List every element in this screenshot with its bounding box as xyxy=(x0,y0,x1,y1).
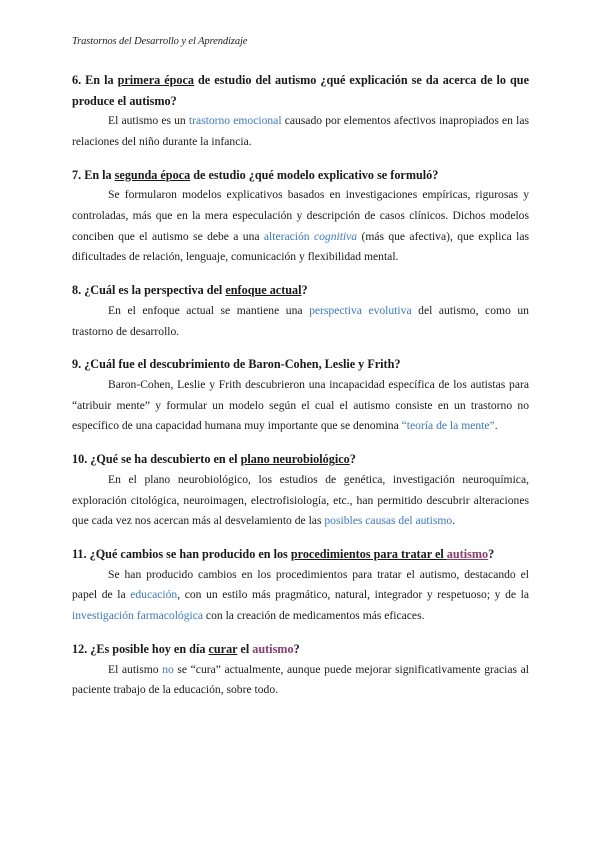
question-12 xyxy=(72,639,529,660)
answer-7-highlight-italic: cognitiva xyxy=(313,229,358,243)
question-11 xyxy=(72,544,529,565)
answer-10 xyxy=(72,470,529,532)
answer-11-text-mid: , con un estilo más pragmático, natural, integrador y respetuoso; y de la xyxy=(177,588,529,602)
question-7 xyxy=(72,165,529,186)
answer-8 xyxy=(72,301,529,343)
answer-8-text-end: del autismo, como un trastorno de desarrollo. xyxy=(72,303,529,338)
question-12-post: ? xyxy=(293,642,300,657)
question-7-underlined: segunda época xyxy=(114,167,191,182)
question-10-post: ? xyxy=(349,452,356,467)
question-12-keyword: autismo xyxy=(252,642,294,657)
answer-6 xyxy=(72,111,529,153)
answer-11-text-end: con la creación de medicamentos más eficaces. xyxy=(203,609,425,623)
answer-10-text-end: . xyxy=(452,514,456,528)
answer-7-text-end: (más que afectiva), que explica las dificultades de relación, lenguaje, comunicación y flexibilidad mental. xyxy=(72,229,530,264)
question-11-post: ? xyxy=(488,547,495,562)
answer-7-text: Se formularon modelos explicativos basados en investigaciones empíricas, rigurosas y controladas, más que en la mera especulación y descripción de casos clínicos. Dichos modelos conciben que el autismo se debe a una xyxy=(72,188,529,243)
answer-10-text: En el plano neurobiológico, los estudios de genética, investigación neuroquímica, exploración citológica, neuroimagen, electrofisiología, etc., han permitido descubrir alteraciones que cada vez nos acercan más al desvelamiento de las xyxy=(72,472,529,528)
answer-9 xyxy=(72,375,529,437)
running-header: Trastornos del Desarrollo y el Aprendizaje xyxy=(72,36,248,47)
question-10-underlined: plano neurobiológico xyxy=(240,452,350,467)
question-10-section xyxy=(72,449,529,532)
question-12-underlined: curar xyxy=(208,642,238,657)
answer-9-highlight: “teoría de la mente” xyxy=(401,419,495,433)
question-8-underlined: enfoque actual xyxy=(225,283,302,298)
answer-6-highlight: trastorno emocional xyxy=(188,114,282,127)
question-11-underlined: procedimientos para tratar el xyxy=(290,547,447,562)
question-12-pre: 12. ¿Es posible hoy en día xyxy=(72,642,209,657)
question-8 xyxy=(72,280,529,301)
question-7-pre: 7. En la xyxy=(72,167,115,182)
answer-11-highlight-education: educación xyxy=(130,588,178,602)
question-7-section xyxy=(72,165,529,269)
question-8-section xyxy=(72,280,529,342)
question-6-section xyxy=(72,70,529,153)
answer-9-text: Baron-Cohen, Leslie y Frith descubrieron una incapacidad específica de los autistas para “atribuir mente” y formular un modelo según el cual el autismo consiste en un trastorno no específico de una capacidad humana muy importante que se denomina xyxy=(72,377,529,433)
answer-8-highlight: perspectiva evolutiva xyxy=(309,303,412,317)
answer-12-text: El autismo xyxy=(108,662,163,676)
question-8-post: ? xyxy=(301,283,308,298)
question-11-keyword: autismo xyxy=(446,547,489,562)
answer-8-text: En el enfoque actual se mantiene una xyxy=(108,303,310,317)
question-8-pre: 8. ¿Cuál es la perspectiva del xyxy=(72,283,226,298)
answer-12-highlight: no xyxy=(162,662,174,676)
question-9-section xyxy=(72,354,529,437)
question-6-underlined: primera época xyxy=(117,73,194,87)
answer-7 xyxy=(72,185,529,268)
answer-6-text-end: causado por elementos afectivos inapropiados en las relaciones del niño durante la infancia. xyxy=(72,114,529,148)
question-12-mid: el xyxy=(237,642,253,657)
answer-9-text-end: . xyxy=(494,419,498,433)
question-12-section xyxy=(72,639,529,701)
answer-7-highlight: alteración xyxy=(263,229,314,243)
answer-11-highlight-pharma: investigación farmacológica xyxy=(72,609,204,623)
document-body xyxy=(72,70,529,713)
question-11-pre: 11. ¿Qué cambios se han producido en los xyxy=(72,547,291,562)
answer-12-text-end: se “cura” actualmente, aunque puede mejorar significativamente gracias al paciente trabajo de la educación, sobre todo. xyxy=(72,662,530,697)
answer-11 xyxy=(72,565,529,627)
answer-11-text: Se han producido cambios en los procedimientos para tratar el autismo, destacando el papel de la xyxy=(72,567,529,602)
question-6 xyxy=(72,70,529,111)
question-7-post: de estudio ¿qué modelo explicativo se formuló? xyxy=(190,167,439,182)
answer-10-highlight: posibles causas del autismo xyxy=(324,514,453,528)
question-6-pre: 6. En la xyxy=(72,73,118,87)
answer-6-text: El autismo es un xyxy=(108,114,189,127)
question-11-section xyxy=(72,544,529,627)
answer-12 xyxy=(72,660,529,702)
question-10 xyxy=(72,449,529,470)
question-6-post: de estudio del autismo ¿qué explicación se da acerca de lo que produce el autismo? xyxy=(72,73,529,108)
question-9: 9. ¿Cuál fue el descubrimiento de Baron-Cohen, Leslie y Frith? xyxy=(72,357,401,372)
question-10-pre: 10. ¿Qué se ha descubierto en el xyxy=(72,452,241,467)
